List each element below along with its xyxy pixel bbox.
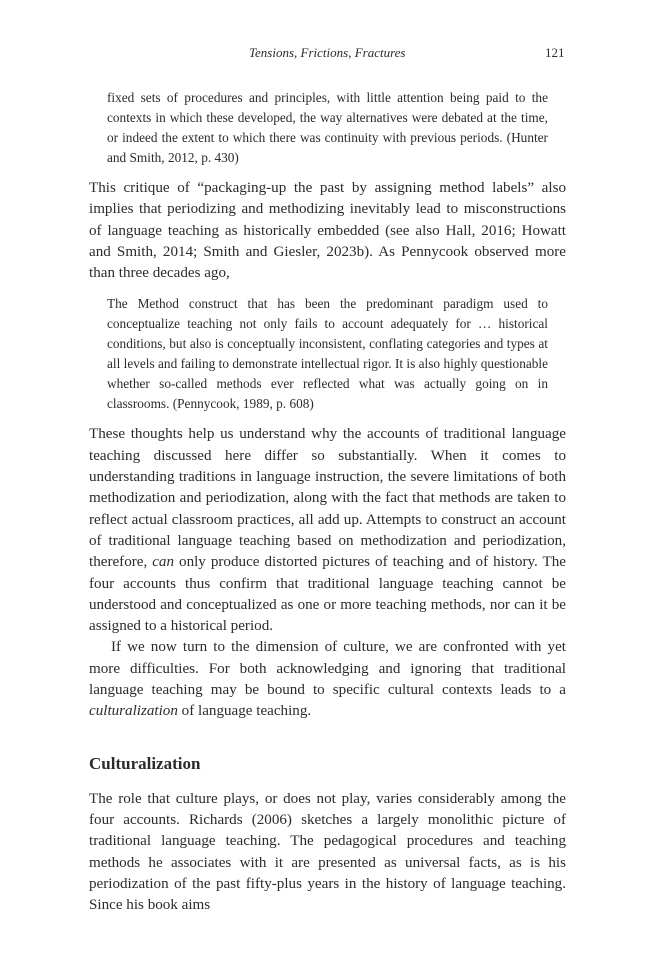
block-quote-pennycook: The Method construct that has been the predominant paradigm used to conceptualize teaching not only fails to account adequately for … historical conditions, but also is conceptually inconsistent, conflating categories and types at all levels and failing to demonstrate intellectual rigor. It is also highly questionable whether so-called methods ever reflected what was actually going on in classrooms. (Pennycook, 1989, p. 608) xyxy=(107,296,548,412)
paragraph-culture xyxy=(89,637,566,722)
paragraph-culture-text-1: If we now turn to the dimension of culture, we are confronted with yet more difficulties. For both acknowledging and ignoring that traditional language teaching may be bound to specific cultural contexts leads to a xyxy=(89,639,566,699)
emphasis-culturalization: culturalization xyxy=(89,703,178,720)
paragraph-role-of-culture: The role that culture plays, or does not play, varies considerably among the four accounts. Richards (2006) sketches a largely monolithic picture of traditional language teaching. The pedagogical procedures and teaching methods he associates with it are presented as universal facts, as is his periodization of the past fifty-plus years in the history of language teaching. Since his book aims xyxy=(89,790,566,914)
page-number: 121 xyxy=(545,45,565,60)
block-quote-hunter-smith: fixed sets of procedures and principles, with little attention being paid to the contexts in which these developed, the way alternatives were debated at the time, or indeed the extent to which there was continuity with previous periods. (Hunter and Smith, 2012, p. 430) xyxy=(107,90,548,165)
paragraph-critique: This critique of “packaging-up the past by assigning method labels” also implies that periodizing and methodizing inevitably lead to misconstructions of language teaching as historically embedded (see also Hall, 2016; Howatt and Smith, 2014; Smith and Giesler, 2023b). As Pennycook observed more than three decades ago, xyxy=(89,180,566,282)
running-head xyxy=(0,45,650,65)
paragraph-thoughts-text-1: These thoughts help us understand why the accounts of traditional language teaching discussed here differ so substantially. When it comes to understanding traditions in language instruction, the severe limitations of both methodization and periodization, along with the fact that methods are taken to reflect actual classroom practices, all add up. Attempts to construct an account of traditional language teaching based on methodization and periodization, therefore, xyxy=(89,426,566,571)
paragraph-thoughts-text-2: only produce distorted pictures of teaching and of history. The four accounts thus confirm that traditional language teaching cannot be understood and conceptualized as one or more teaching methods, nor can it be assigned to a historical period. xyxy=(89,554,566,635)
paragraph-culture-text-2: of language teaching. xyxy=(177,703,312,720)
emphasis-can: can xyxy=(152,554,175,571)
section-heading: Culturalization xyxy=(89,753,201,773)
running-title: Tensions, Frictions, Fractures xyxy=(249,45,406,60)
paragraph-thoughts xyxy=(89,424,566,637)
page-body xyxy=(89,88,566,916)
